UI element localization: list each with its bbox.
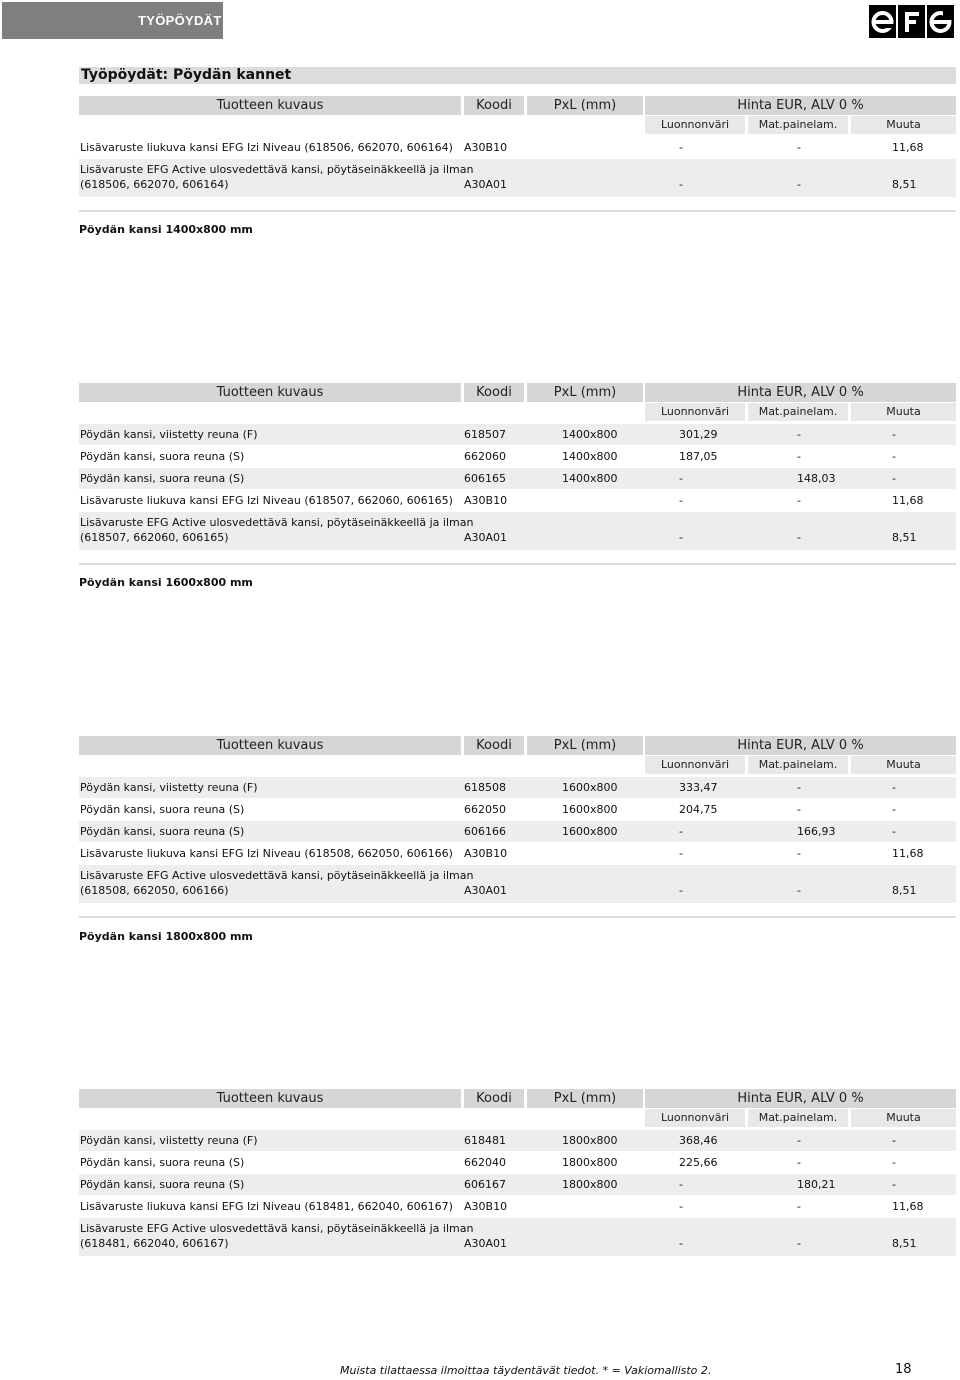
table-row <box>79 1218 956 1256</box>
cell-size: 1800x800 <box>562 1134 618 1147</box>
table-row <box>79 424 956 445</box>
cell-muuta: - <box>892 1156 896 1169</box>
cell-muuta: 11,68 <box>892 141 924 154</box>
header-description: Tuotteen kuvaus <box>79 96 461 115</box>
cell-muuta: 8,51 <box>892 178 917 191</box>
cell-size: 1800x800 <box>562 1178 618 1191</box>
cell-size: 1400x800 <box>562 450 618 463</box>
cell-code: 662040 <box>464 1156 506 1169</box>
header-code: Koodi <box>464 383 524 402</box>
subheader-matpainelam: Mat.painelam. <box>748 1109 848 1127</box>
cell-description: Lisävaruste liukuva kansi EFG Izi Niveau (618507, 662060, 606165) <box>80 494 453 507</box>
subheader-muuta: Muuta <box>851 116 956 134</box>
header-description: Tuotteen kuvaus <box>79 383 461 402</box>
cell-size: 1600x800 <box>562 781 618 794</box>
cell-code: 606165 <box>464 472 506 485</box>
cell-matpainelam: - <box>797 847 801 860</box>
cell-muuta: - <box>892 472 896 485</box>
divider <box>79 916 956 918</box>
cell-luonnonvari: - <box>679 1200 683 1213</box>
table-header <box>79 383 956 402</box>
table-row <box>79 865 956 903</box>
cell-size: 1400x800 <box>562 428 618 441</box>
header-description: Tuotteen kuvaus <box>79 736 461 755</box>
header-code: Koodi <box>464 1089 524 1108</box>
cell-matpainelam: 180,21 <box>797 1178 836 1191</box>
header-price: Hinta EUR, ALV 0 % <box>645 736 956 755</box>
cell-code: 618481 <box>464 1134 506 1147</box>
logo-e-icon <box>869 5 896 38</box>
cell-matpainelam: - <box>797 1134 801 1147</box>
cell-matpainelam: - <box>797 450 801 463</box>
cell-matpainelam: - <box>797 1200 801 1213</box>
cell-muuta: - <box>892 803 896 816</box>
efg-logo <box>869 5 954 38</box>
cell-description: Pöydän kansi, viistetty reuna (F) <box>80 428 258 441</box>
table-row <box>79 799 956 820</box>
cell-matpainelam: - <box>797 494 801 507</box>
cell-matpainelam: - <box>797 803 801 816</box>
table-header <box>79 1089 956 1108</box>
cell-matpainelam: 166,93 <box>797 825 836 838</box>
cell-code: 618507 <box>464 428 506 441</box>
page-title: Työpöydät: Pöydän kannet <box>79 67 956 84</box>
header-price: Hinta EUR, ALV 0 % <box>645 1089 956 1108</box>
cell-description: Pöydän kansi, suora reuna (S) <box>80 1178 245 1191</box>
subheader-matpainelam: Mat.painelam. <box>748 116 848 134</box>
header-price: Hinta EUR, ALV 0 % <box>645 96 956 115</box>
cell-luonnonvari: 204,75 <box>679 803 718 816</box>
header-description: Tuotteen kuvaus <box>79 1089 461 1108</box>
cell-luonnonvari: - <box>679 1178 683 1191</box>
cell-muuta: - <box>892 428 896 441</box>
cell-matpainelam: - <box>797 141 801 154</box>
table-row <box>79 777 956 798</box>
cell-description-line2: (618507, 662060, 606165) <box>80 531 229 544</box>
cell-muuta: - <box>892 781 896 794</box>
cell-matpainelam: 148,03 <box>797 472 836 485</box>
cell-luonnonvari: - <box>679 494 683 507</box>
cell-description: Lisävaruste EFG Active ulosvedettävä kansi, pöytäseinäkkeellä ja ilman <box>80 163 474 176</box>
cell-code: A30B10 <box>464 847 508 860</box>
cell-luonnonvari: - <box>679 825 683 838</box>
cell-luonnonvari: 368,46 <box>679 1134 718 1147</box>
cell-code: A30B10 <box>464 1200 508 1213</box>
logo-g-icon <box>927 5 954 38</box>
table-row <box>79 843 956 864</box>
subheader-luonnonvari: Luonnonväri <box>645 116 745 134</box>
cell-luonnonvari: - <box>679 1237 683 1250</box>
subheader-luonnonvari: Luonnonväri <box>645 403 745 421</box>
subheader-muuta: Muuta <box>851 756 956 774</box>
cell-muuta: - <box>892 1134 896 1147</box>
cell-size: 1600x800 <box>562 825 618 838</box>
cell-luonnonvari: 301,29 <box>679 428 718 441</box>
table-row <box>79 159 956 197</box>
header-size: PxL (mm) <box>527 96 643 115</box>
section-tab: TYÖPÖYDÄT <box>2 2 223 39</box>
table-row <box>79 821 956 842</box>
section-title: Pöydän kansi 1600x800 mm <box>79 576 253 589</box>
section-title: Pöydän kansi 1800x800 mm <box>79 930 253 943</box>
header-size: PxL (mm) <box>527 1089 643 1108</box>
cell-description: Pöydän kansi, suora reuna (S) <box>80 1156 245 1169</box>
cell-luonnonvari: 187,05 <box>679 450 718 463</box>
cell-code: A30B10 <box>464 494 508 507</box>
cell-description: Lisävaruste liukuva kansi EFG Izi Niveau (618506, 662070, 606164) <box>80 141 453 154</box>
table-subheader <box>79 116 956 134</box>
subheader-luonnonvari: Luonnonväri <box>645 756 745 774</box>
table-subheader <box>79 403 956 421</box>
cell-code: A30A01 <box>464 178 508 191</box>
cell-description: Lisävaruste liukuva kansi EFG Izi Niveau (618481, 662040, 606167) <box>80 1200 453 1213</box>
table-row <box>79 137 956 158</box>
cell-muuta: 8,51 <box>892 1237 917 1250</box>
footer-note: Muista tilattaessa ilmoittaa täydentävät tiedot. * = Vakiomallisto 2. <box>340 1364 712 1377</box>
cell-matpainelam: - <box>797 531 801 544</box>
cell-description: Pöydän kansi, suora reuna (S) <box>80 825 245 838</box>
cell-description-line2: (618481, 662040, 606167) <box>80 1237 229 1250</box>
table-row <box>79 446 956 467</box>
cell-muuta: - <box>892 450 896 463</box>
cell-description: Pöydän kansi, suora reuna (S) <box>80 472 245 485</box>
cell-description: Lisävaruste EFG Active ulosvedettävä kansi, pöytäseinäkkeellä ja ilman <box>80 869 474 882</box>
page-number: 18 <box>895 1362 912 1377</box>
header-price: Hinta EUR, ALV 0 % <box>645 383 956 402</box>
cell-description-line2: (618506, 662070, 606164) <box>80 178 229 191</box>
cell-size: 1400x800 <box>562 472 618 485</box>
cell-matpainelam: - <box>797 781 801 794</box>
cell-matpainelam: - <box>797 1237 801 1250</box>
cell-code: 662060 <box>464 450 506 463</box>
cell-luonnonvari: - <box>679 178 683 191</box>
cell-code: 606167 <box>464 1178 506 1191</box>
cell-matpainelam: - <box>797 1156 801 1169</box>
cell-code: 606166 <box>464 825 506 838</box>
cell-matpainelam: - <box>797 428 801 441</box>
cell-code: A30A01 <box>464 884 508 897</box>
table-row <box>79 490 956 511</box>
logo-f-icon <box>898 5 925 38</box>
cell-luonnonvari: - <box>679 847 683 860</box>
cell-muuta: - <box>892 825 896 838</box>
subheader-muuta: Muuta <box>851 1109 956 1127</box>
table-header <box>79 96 956 115</box>
cell-code: 662050 <box>464 803 506 816</box>
cell-muuta: 11,68 <box>892 847 924 860</box>
cell-size: 1600x800 <box>562 803 618 816</box>
cell-muuta: 8,51 <box>892 531 917 544</box>
cell-luonnonvari: 333,47 <box>679 781 718 794</box>
section-title: Pöydän kansi 1400x800 mm <box>79 223 253 236</box>
table-subheader <box>79 756 956 774</box>
cell-muuta: 11,68 <box>892 494 924 507</box>
cell-luonnonvari: - <box>679 141 683 154</box>
cell-muuta: - <box>892 1178 896 1191</box>
cell-code: 618508 <box>464 781 506 794</box>
header-size: PxL (mm) <box>527 383 643 402</box>
header-size: PxL (mm) <box>527 736 643 755</box>
cell-description-line2: (618508, 662050, 606166) <box>80 884 229 897</box>
subheader-muuta: Muuta <box>851 403 956 421</box>
table-header <box>79 736 956 755</box>
subheader-matpainelam: Mat.painelam. <box>748 756 848 774</box>
cell-code: A30A01 <box>464 531 508 544</box>
cell-muuta: 11,68 <box>892 1200 924 1213</box>
table-row <box>79 1174 956 1195</box>
cell-code: A30B10 <box>464 141 508 154</box>
cell-luonnonvari: - <box>679 472 683 485</box>
cell-matpainelam: - <box>797 178 801 191</box>
divider <box>79 563 956 565</box>
divider <box>79 210 956 212</box>
cell-luonnonvari: 225,66 <box>679 1156 718 1169</box>
cell-description: Pöydän kansi, viistetty reuna (F) <box>80 1134 258 1147</box>
cell-description: Lisävaruste liukuva kansi EFG Izi Niveau (618508, 662050, 606166) <box>80 847 453 860</box>
subheader-luonnonvari: Luonnonväri <box>645 1109 745 1127</box>
cell-description: Lisävaruste EFG Active ulosvedettävä kansi, pöytäseinäkkeellä ja ilman <box>80 1222 474 1235</box>
header-code: Koodi <box>464 96 524 115</box>
table-row <box>79 1196 956 1217</box>
cell-size: 1800x800 <box>562 1156 618 1169</box>
cell-description: Pöydän kansi, suora reuna (S) <box>80 450 245 463</box>
table-row <box>79 1130 956 1151</box>
table-row <box>79 468 956 489</box>
table-subheader <box>79 1109 956 1127</box>
table-row <box>79 1152 956 1173</box>
cell-luonnonvari: - <box>679 884 683 897</box>
cell-description: Pöydän kansi, viistetty reuna (F) <box>80 781 258 794</box>
cell-description: Lisävaruste EFG Active ulosvedettävä kansi, pöytäseinäkkeellä ja ilman <box>80 516 474 529</box>
subheader-matpainelam: Mat.painelam. <box>748 403 848 421</box>
cell-code: A30A01 <box>464 1237 508 1250</box>
table-row <box>79 512 956 550</box>
header-code: Koodi <box>464 736 524 755</box>
cell-muuta: 8,51 <box>892 884 917 897</box>
cell-matpainelam: - <box>797 884 801 897</box>
cell-description: Pöydän kansi, suora reuna (S) <box>80 803 245 816</box>
cell-luonnonvari: - <box>679 531 683 544</box>
